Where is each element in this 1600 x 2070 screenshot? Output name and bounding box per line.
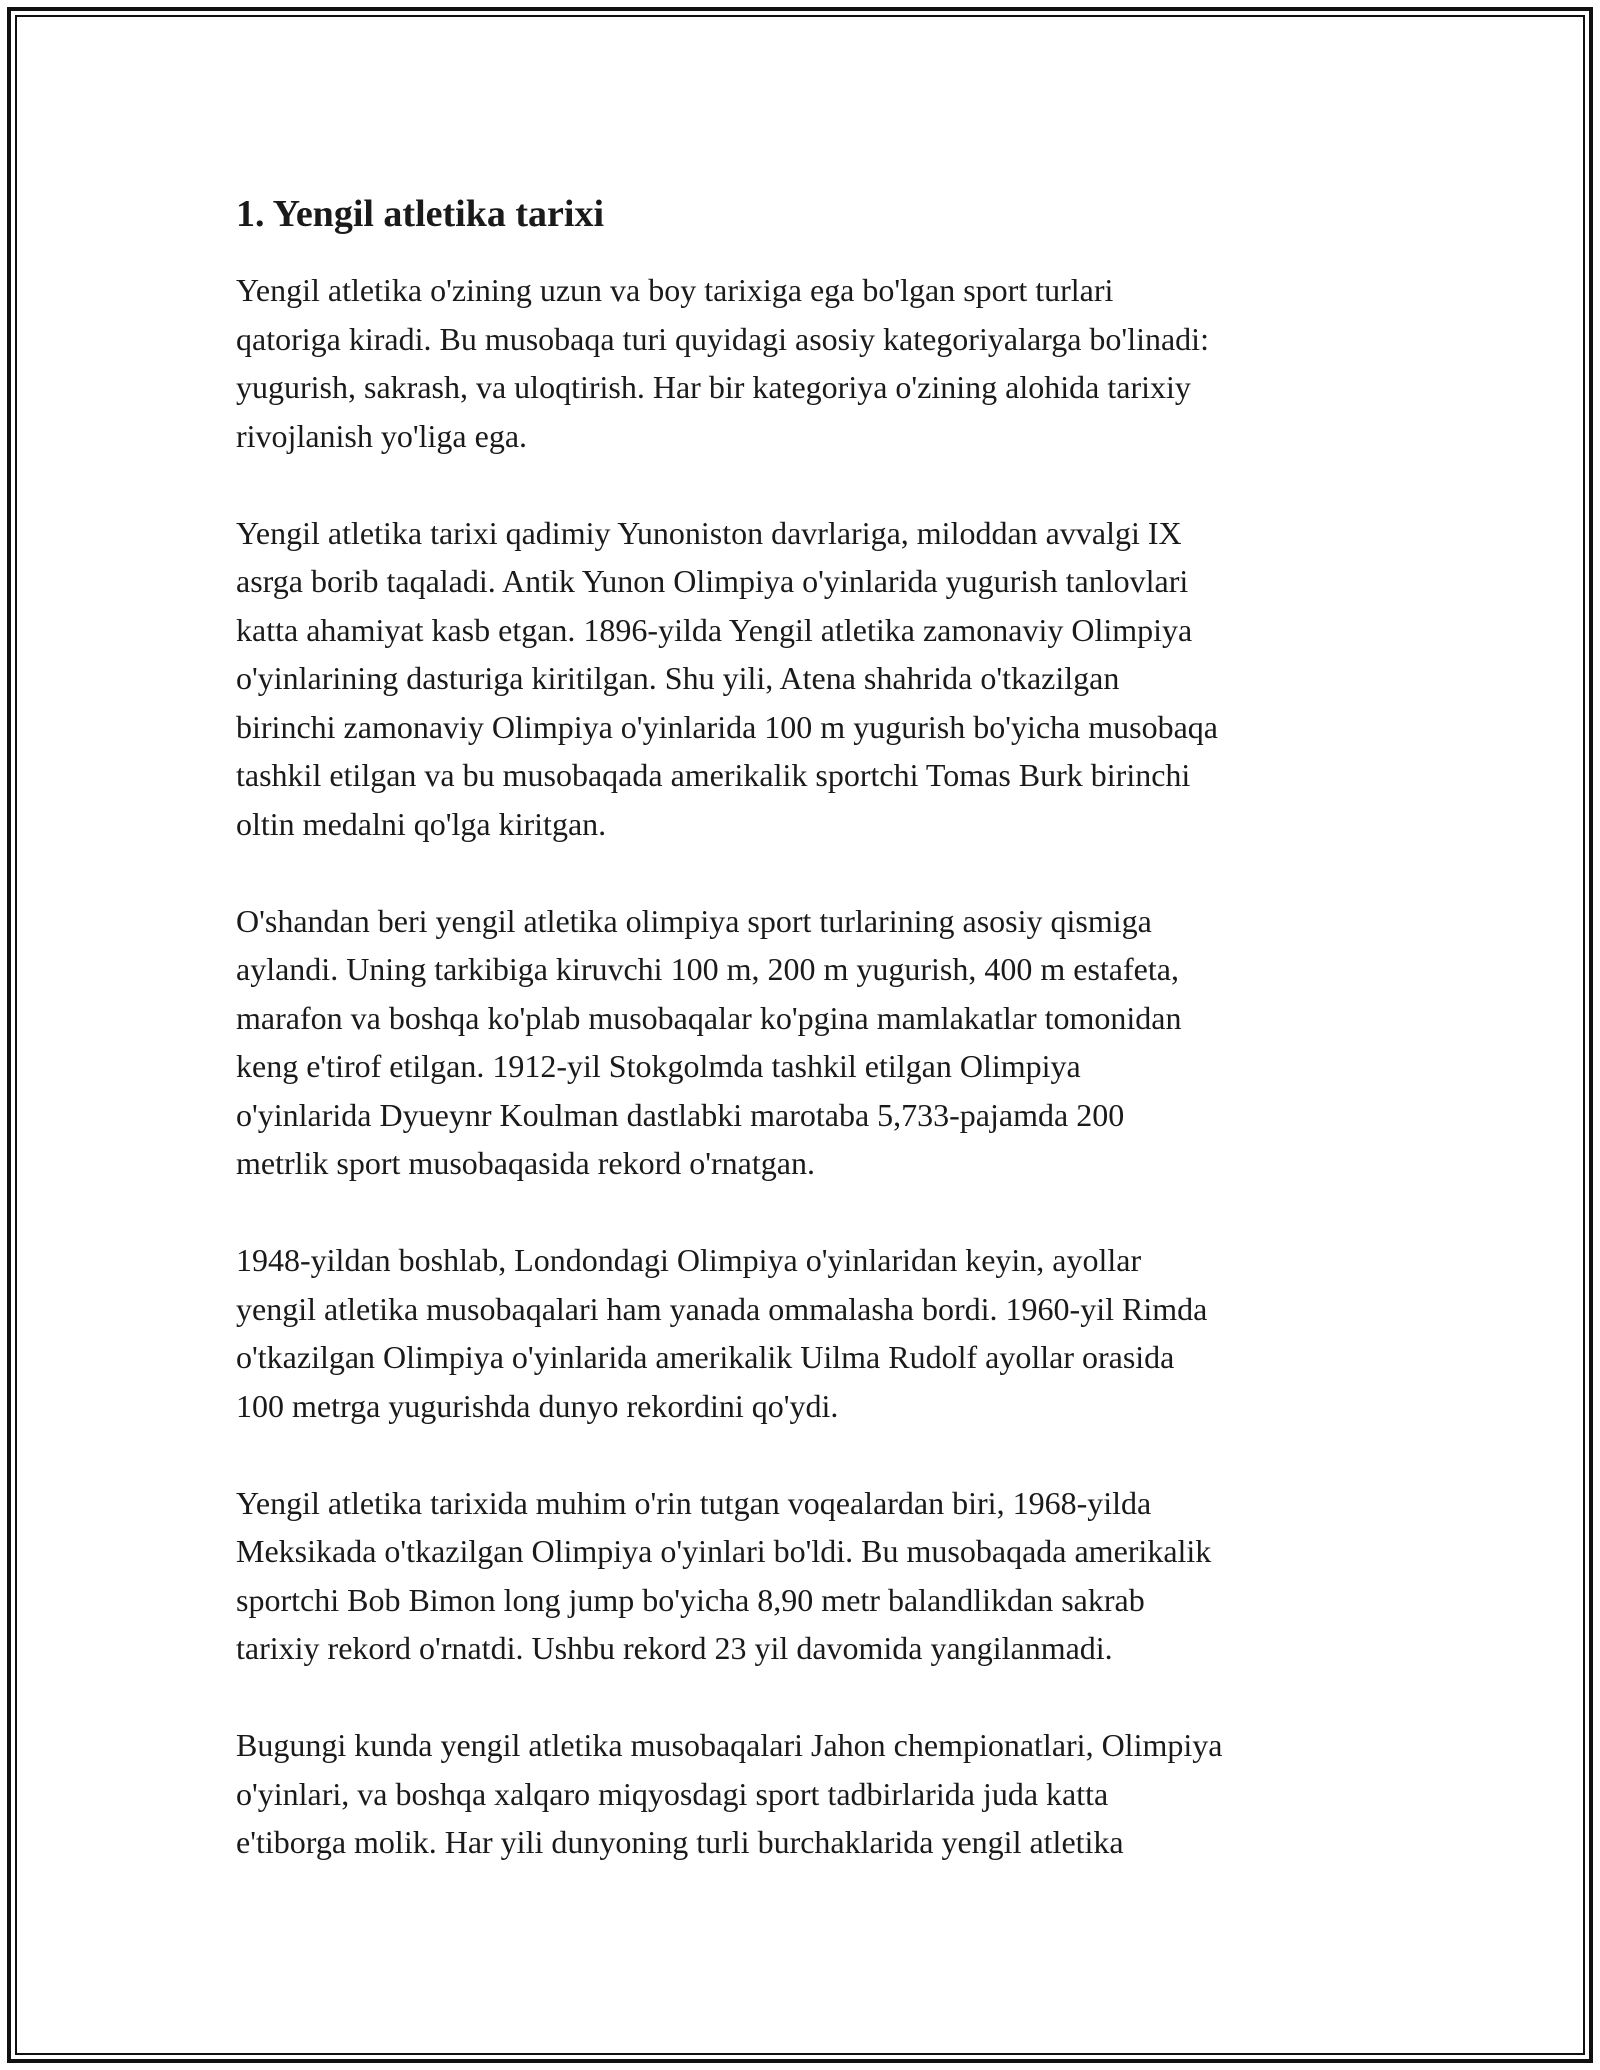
text-line: o'yinlari, va boshqa xalqaro miqyosdagi sport tadbirlarida juda katta xyxy=(236,1775,1109,1812)
text-line: marafon va boshqa ko'plab musobaqalar ko'pgina mamlakatlar tomonidan xyxy=(236,999,1182,1036)
paragraph-4 xyxy=(236,1236,1376,1430)
text-line: yugurish, sakrash, va uloqtirish. Har bir kategoriya o'zining alohida tarixiy xyxy=(236,369,1191,405)
text-line: yengil atletika musobaqalari ham yanada ommalasha bordi. 1960-yil Rimda xyxy=(236,1290,1208,1327)
text-line: tashkil etilgan va bu musobaqada amerikalik sportchi Tomas Burk birinchi xyxy=(236,757,1191,793)
paragraph-2 xyxy=(236,509,1376,849)
text-line: qatoriga kiradi. Bu musobaqa turi quyidagi asosiy kategoriyalarga bo'linadi: xyxy=(236,320,1209,357)
text-line: O'shandan beri yengil atletika olimpiya sport turlarining asosiy qismiga xyxy=(236,902,1152,939)
text-line: aylandi. Uning tarkibiga kiruvchi 100 m, 200 m yugurish, 400 m estafeta, xyxy=(236,951,1179,987)
text-line: 100 metrga yugurishda dunyo rekordini qo'ydi. xyxy=(236,1387,839,1424)
paragraph-3 xyxy=(236,897,1376,1188)
text-line: tarixiy rekord o'rnatdi. Ushbu rekord 23 yil davomida yangilanmadi. xyxy=(236,1630,1113,1666)
text-line: o'yinlarining dasturiga kiritilgan. Shu yili, Atena shahrida o'tkazilgan xyxy=(236,660,1120,696)
paragraph-5 xyxy=(236,1479,1376,1673)
text-line: o'tkazilgan Olimpiya o'yinlarida amerikalik Uilma Rudolf ayollar orasida xyxy=(236,1339,1175,1375)
text-line: birinchi zamonaviy Olimpiya o'yinlarida 100 m yugurish bo'yicha musobaqa xyxy=(236,708,1218,745)
text-line: metrlik sport musobaqasida rekord o'rnatgan. xyxy=(236,1145,815,1181)
section-heading: 1. Yengil atletika tarixi xyxy=(236,193,604,235)
paragraph-1 xyxy=(236,266,1376,460)
paragraph-6 xyxy=(236,1721,1376,1867)
text-line: sportchi Bob Bimon long jump bo'yicha 8,90 metr balandlikdan sakrab xyxy=(236,1581,1145,1618)
text-line: Yengil atletika o'zining uzun va boy tarixiga ega bo'lgan sport turlari xyxy=(236,272,1114,308)
text-line: Yengil atletika tarixi qadimiy Yunoniston davrlariga, miloddan avvalgi IX xyxy=(236,514,1182,551)
text-line: rivojlanish yo'liga ega. xyxy=(236,417,528,454)
text-line: Bugungi kunda yengil atletika musobaqalari Jahon chempionatlari, Olimpiya xyxy=(236,1727,1223,1763)
document-body xyxy=(236,186,1376,1915)
text-line: oltin medalni qo'lga kiritgan. xyxy=(236,805,607,842)
text-line: Meksikada o'tkazilgan Olimpiya o'yinlari bo'ldi. Bu musobaqada amerikalik xyxy=(236,1533,1212,1569)
text-line: keng e'tirof etilgan. 1912-yil Stokgolmda tashkil etilgan Olimpiya xyxy=(236,1048,1081,1084)
text-line: e'tiborga molik. Har yili dunyoning turli burchaklarida yengil atletika xyxy=(236,1824,1124,1860)
text-line: katta ahamiyat kasb etgan. 1896-yilda Yengil atletika zamonaviy Olimpiya xyxy=(236,611,1193,648)
text-line: Yengil atletika tarixida muhim o'rin tutgan voqealardan biri, 1968-yilda xyxy=(236,1484,1152,1521)
text-line: o'yinlarida Dyueynr Koulman dastlabki marotaba 5,733-pajamda 200 xyxy=(236,1096,1125,1133)
text-line: asrga borib taqaladi. Antik Yunon Olimpiya o'yinlarida yugurish tanlovlari xyxy=(236,563,1189,599)
text-line: 1948-yildan boshlab, Londondagi Olimpiya o'yinlaridan keyin, ayollar xyxy=(236,1242,1142,1278)
